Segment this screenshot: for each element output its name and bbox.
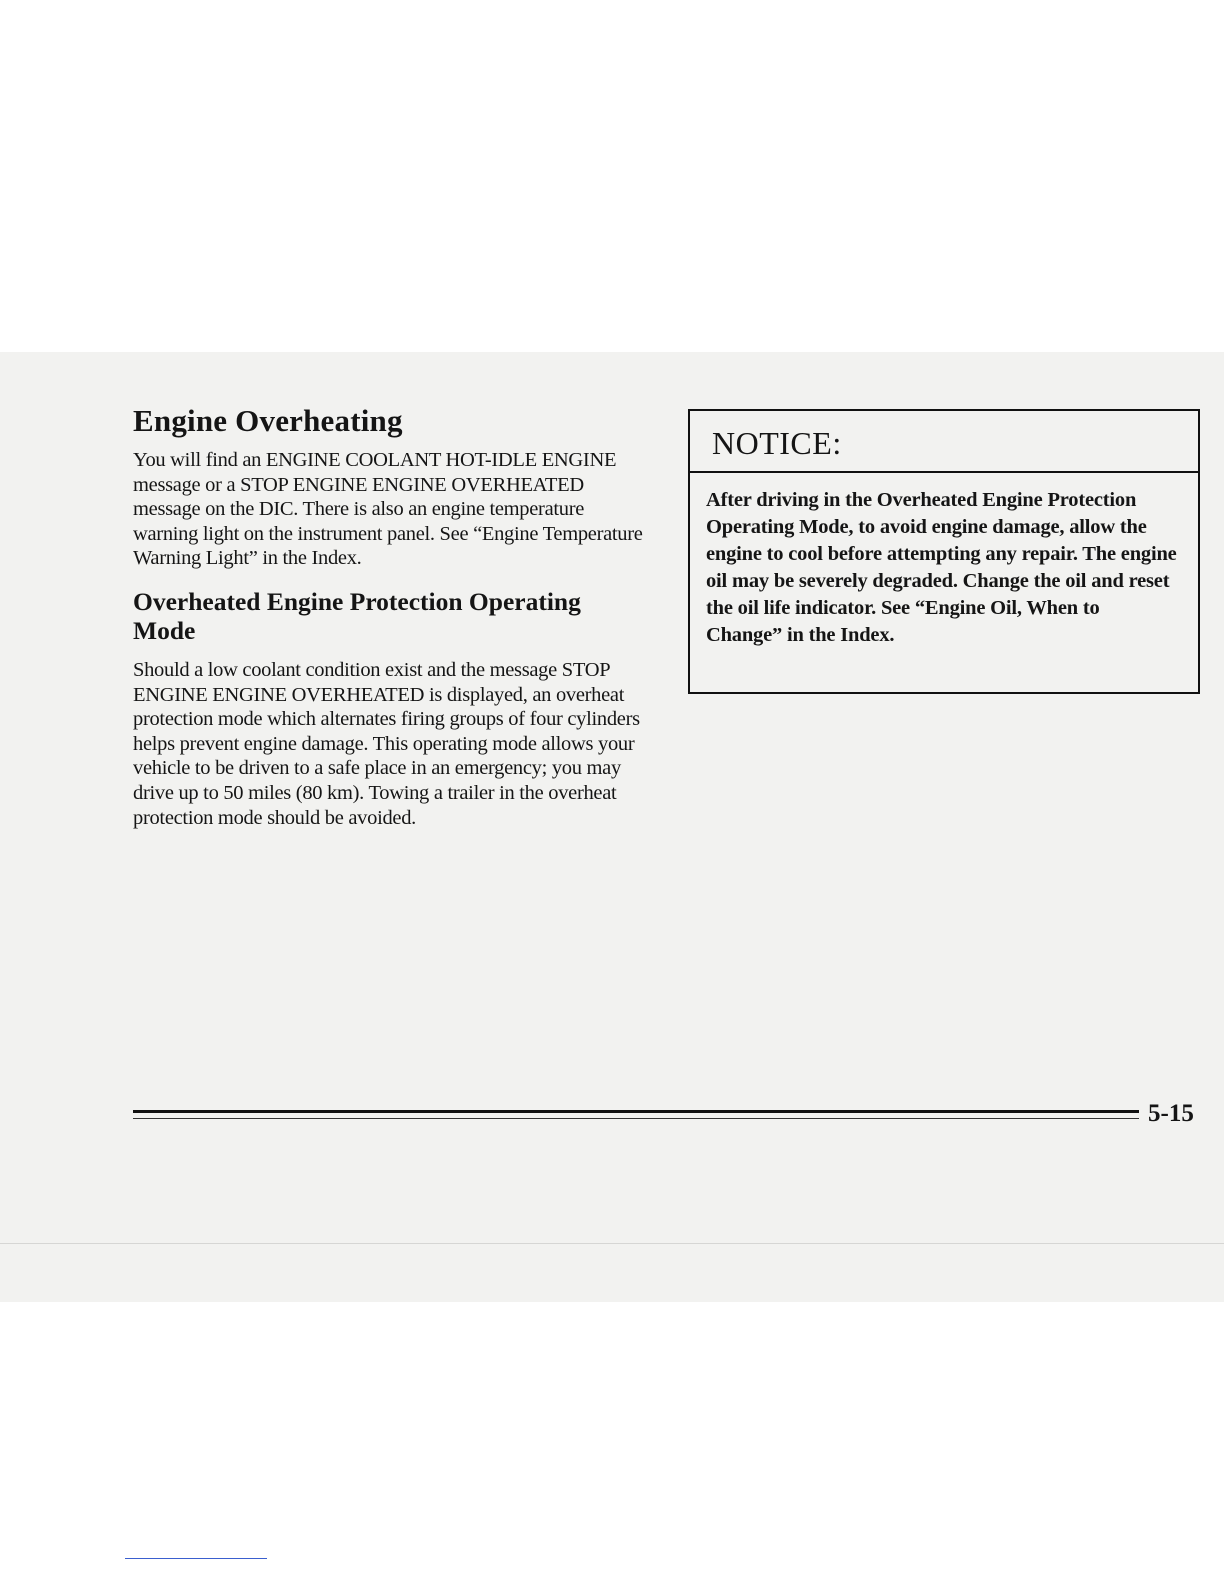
- left-column: [133, 404, 648, 830]
- footer-rule-thin: [133, 1118, 1139, 1119]
- scan-edge-line: [0, 1243, 1224, 1244]
- page-number: 5-15: [1148, 1100, 1194, 1127]
- subsection-heading: Overheated Engine Protection Operating Mode: [133, 586, 581, 646]
- intro-paragraph: You will find an ENGINE COOLANT HOT-IDLE ENGINE message or a STOP ENGINE ENGINE OVERHEATED message on the DIC. There is also an engine temperature warning light on the instrument panel. See “Engine Temperature Warning Light” in the Index.: [133, 449, 643, 570]
- notice-text: After driving in the Overheated Engine Protection Operating Mode, to avoid engine damage, allow the engine to cool before attempting any repair. The engine oil may be severely degraded. Change the oil and reset the oil life indicator. See “Engine Oil, When to Change” in the Index.: [706, 489, 1177, 646]
- section-heading: Engine Overheating: [133, 403, 403, 438]
- notice-title: NOTICE:: [690, 411, 1198, 473]
- notice-box: [688, 409, 1200, 694]
- footer-underline: [125, 1558, 267, 1559]
- footer-rule-thick: [133, 1110, 1139, 1113]
- protection-mode-paragraph: Should a low coolant condition exist and the message STOP ENGINE ENGINE OVERHEATED is displayed, an overheat protection mode which alternates firing groups of four cylinders helps prevent engine damage. This operating mode allows your vehicle to be driven to a safe place in an emergency; you may drive up to 50 miles (80 km). Towing a trailer in the overheat protection mode should be avoided.: [133, 658, 640, 829]
